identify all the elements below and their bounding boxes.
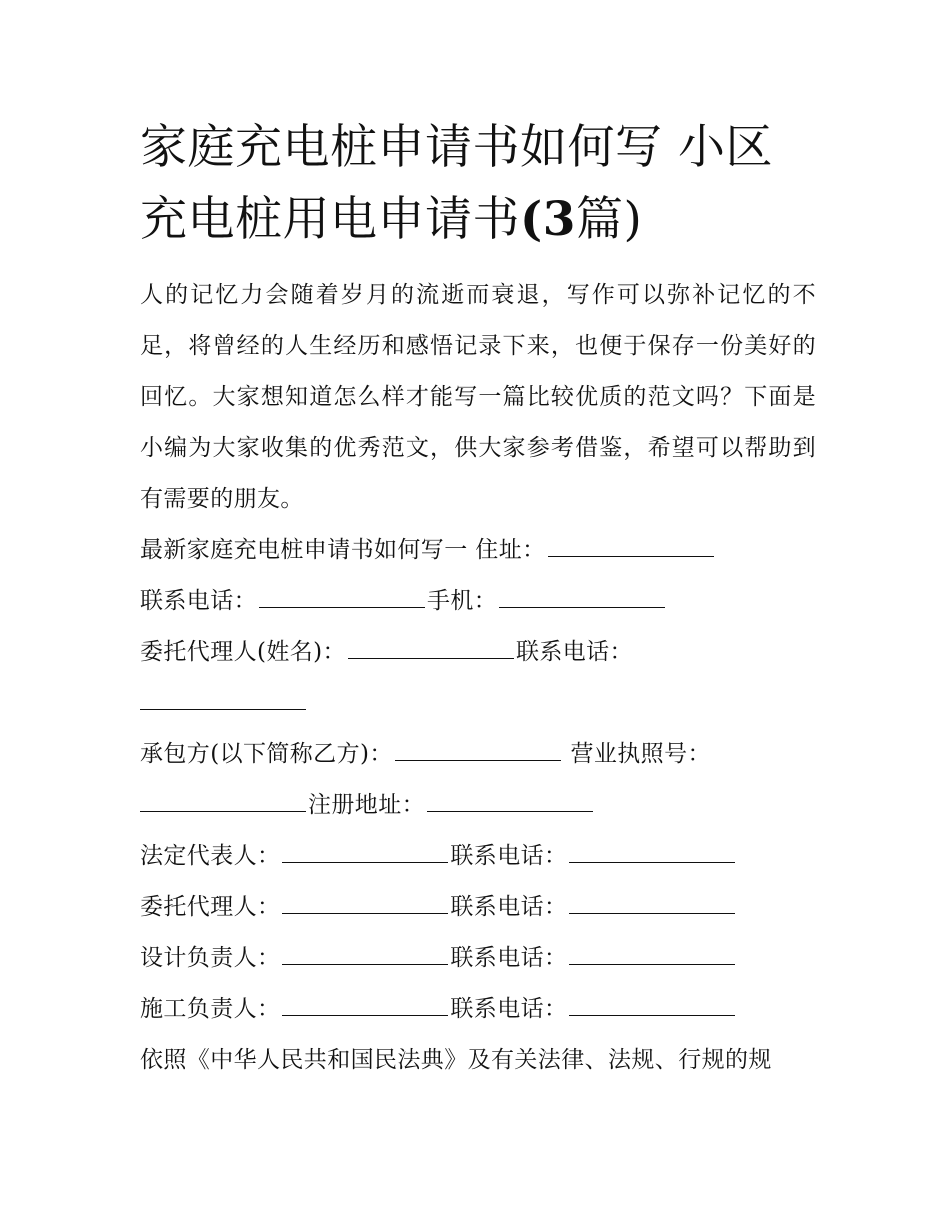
construction-lead-phone-blank — [569, 998, 735, 1016]
legal-rep-blank — [282, 845, 448, 863]
construction-lead-phone-label: 联系电话： — [450, 996, 568, 1022]
contractor-blank — [395, 743, 561, 761]
phone-label: 联系电话： — [140, 588, 257, 614]
phone-blank — [259, 590, 425, 608]
address-blank — [548, 539, 714, 557]
title-count: (3 — [520, 192, 576, 247]
design-lead-phone-label: 联系电话： — [450, 945, 568, 971]
legal-rep-label: 法定代表人： — [140, 843, 281, 869]
proxy-phone-label: 联系电话： — [450, 894, 568, 920]
contractor-label: 承包方(以下简称乙方)： — [140, 741, 393, 767]
registered-address-label: 注册地址： — [308, 792, 425, 818]
document-title — [140, 112, 816, 256]
construction-lead-label: 施工负责人： — [140, 996, 281, 1022]
mobile-label: 手机： — [427, 588, 498, 614]
title-text: 家庭充电桩申请书如何写 小区充电桩用电申请书 — [140, 120, 773, 247]
phone-line — [140, 576, 816, 627]
document-page — [140, 112, 816, 1086]
proxy-label: 委托代理人： — [140, 894, 281, 920]
agent-line — [140, 627, 816, 729]
agent-name-label: 委托代理人(姓名)： — [140, 639, 346, 665]
license-label: 营业执照号： — [570, 741, 711, 767]
title-suffix: 篇) — [575, 192, 643, 247]
proxy-phone-blank — [569, 896, 735, 914]
construction-lead-blank — [282, 998, 448, 1016]
contractor-line — [140, 729, 816, 831]
address-line — [140, 525, 816, 576]
design-lead-phone-blank — [569, 947, 735, 965]
agent-phone-label: 联系电话： — [515, 639, 633, 665]
address-label: 最新家庭充电桩申请书如何写一 住址： — [140, 537, 546, 563]
proxy-blank — [282, 896, 448, 914]
license-blank — [140, 794, 306, 812]
agent-phone-blank — [140, 692, 306, 710]
legal-rep-line — [140, 831, 816, 882]
agent-name-blank — [348, 641, 514, 659]
proxy-line — [140, 882, 816, 933]
mobile-blank — [499, 590, 665, 608]
legal-basis-line: 依照《中华人民共和国民法典》及有关法律、法规、行规的规 — [140, 1047, 772, 1073]
construction-lead-line — [140, 984, 816, 1035]
legal-rep-phone-blank — [569, 845, 735, 863]
design-lead-label: 设计负责人： — [140, 945, 281, 971]
intro-paragraph: 人的记忆力会随着岁月的流逝而衰退，写作可以弥补记忆的不足，将曾经的人生经历和感悟记录下来，也便于保存一份美好的回忆。大家想知道怎么样才能写一篇比较优质的范文吗？下面是小编为大家收集的优秀范文，供大家参考借鉴，希望可以帮助到有需要的朋友。 — [140, 282, 816, 512]
design-lead-line — [140, 933, 816, 984]
registered-address-blank — [427, 794, 593, 812]
design-lead-blank — [282, 947, 448, 965]
legal-rep-phone-label: 联系电话： — [450, 843, 568, 869]
